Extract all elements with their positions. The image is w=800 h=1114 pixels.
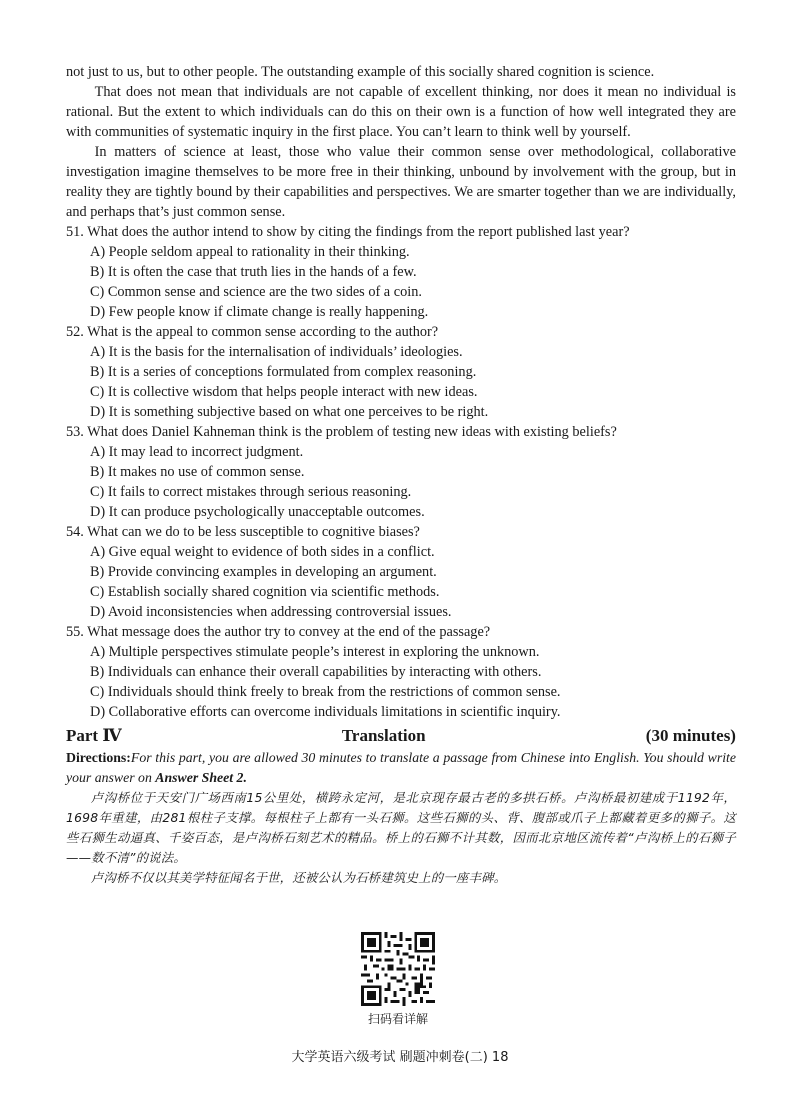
option-d: D) It is something subjective based on what one perceives to be right.: [90, 404, 489, 420]
option-a: A) People seldom appeal to rationality in their thinking.: [90, 244, 410, 260]
option-b: B) It makes no use of common sense.: [90, 464, 305, 480]
question-54: [66, 522, 736, 622]
option-b: B) It is a series of conceptions formulated from complex reasoning.: [90, 364, 477, 380]
chinese-paragraph-2: 卢沟桥不仅以其美学特征闻名于世，还被公认为石桥建筑史上的一座丰碑。: [90, 870, 507, 885]
question-51: [66, 222, 736, 322]
question-stem: 54. What can we do to be less susceptible to cognitive biases?: [66, 524, 420, 540]
option-b: B) It is often the case that truth lies in the hands of a few.: [90, 264, 417, 280]
option-b: B) Provide convincing examples in developing an argument.: [90, 564, 437, 580]
chinese-paragraph-1: 卢沟桥位于天安门广场西南15公里处，横跨永定河，是北京现存最古老的多拱石桥。卢沟桥最初建成于1192年，1698年重建，由281根柱子支撑。每根柱子上都有一头石狮。这些石狮的头、背、腹部或爪子上都藏着更多的狮子。这些石狮生动逼真、千姿百态，是卢沟桥石刻艺术的精品。桥上的石狮不计其数，因而北京地区流传着“卢沟桥上的石狮子——数不清”的说法。: [66, 790, 736, 865]
question-55: [66, 622, 736, 722]
option-a: A) It may lead to incorrect judgment.: [90, 444, 304, 460]
option-c: C) Establish socially shared cognition via scientific methods.: [90, 584, 440, 600]
question-stem: 55. What message does the author try to convey at the end of the passage?: [66, 624, 491, 640]
option-d: D) It can produce psychologically unacceptable outcomes.: [90, 504, 425, 520]
option-c: C) It fails to correct mistakes through serious reasoning.: [90, 484, 412, 500]
passage-paragraph-2: That does not mean that individuals are not capable of excellent thinking, nor does it mean no individual is rational. But the extent to which individuals can do this on their own is a function of how well integrated they are with communities of systematic inquiry in the first place. You can’t learn to think well by yourself.: [66, 84, 736, 140]
part-title: Translation: [341, 726, 426, 745]
question-52: [66, 322, 736, 422]
option-d: D) Few people know if climate change is really happening.: [90, 304, 429, 320]
answer-sheet-ref: Answer Sheet 2: [155, 770, 244, 785]
directions-body: For this part, you are allowed 30 minutes to translate a passage from Chinese into English. You should write your answer on: [66, 750, 736, 785]
question-stem: 52. What is the appeal to common sense according to the author?: [66, 324, 439, 340]
option-c: C) Common sense and science are the two sides of a coin.: [90, 284, 422, 300]
option-c: C) Individuals should think freely to break from the restrictions of common sense.: [90, 684, 561, 700]
directions: [66, 748, 736, 788]
page-footer: 大学英语六级考试 刷题冲刺卷(二) 18: [291, 1050, 509, 1065]
qr-caption: 扫码看详解: [367, 1012, 428, 1026]
option-d: D) Avoid inconsistencies when addressing controversial issues.: [90, 604, 452, 620]
document-page: [66, 62, 736, 888]
option-a: A) Give equal weight to evidence of both sides in a conflict.: [90, 544, 435, 560]
option-a: A) It is the basis for the internalisation of individuals’ ideologies.: [90, 344, 463, 360]
part-heading: [66, 724, 736, 748]
qr-block: [360, 932, 436, 1027]
part-time: (30 minutes): [645, 726, 736, 745]
directions-label: Directions:: [66, 750, 131, 765]
option-d: D) Collaborative efforts can overcome individuals limitations in scientific inquiry.: [90, 704, 561, 720]
qr-code[interactable]: [361, 932, 435, 1006]
option-b: B) Individuals can enhance their overall capabilities by interacting with others.: [90, 664, 542, 680]
part-label: Part Ⅳ: [66, 726, 122, 745]
passage-paragraph-1: not just to us, but to other people. The outstanding example of this socially shared cognition is science.: [66, 64, 655, 80]
directions-end: .: [243, 770, 247, 785]
question-53: [66, 422, 736, 522]
question-stem: 53. What does Daniel Kahneman think is the problem of testing new ideas with existing beliefs?: [66, 424, 617, 440]
option-a: A) Multiple perspectives stimulate people’s interest in exploring the unknown.: [90, 644, 540, 660]
option-c: C) It is collective wisdom that helps people interact with new ideas.: [90, 384, 478, 400]
passage-paragraph-3: In matters of science at least, those who value their common sense over methodological, collaborative investigation imagine themselves to be more free in their thinking, unbound by involvement with the group, but in reality they are tightly bound by their capabilities and perspectives. We are smarter together than we are individually, and perhaps that’s just common sense.: [66, 144, 736, 220]
question-stem: 51. What does the author intend to show by citing the findings from the report published last year?: [66, 224, 630, 240]
